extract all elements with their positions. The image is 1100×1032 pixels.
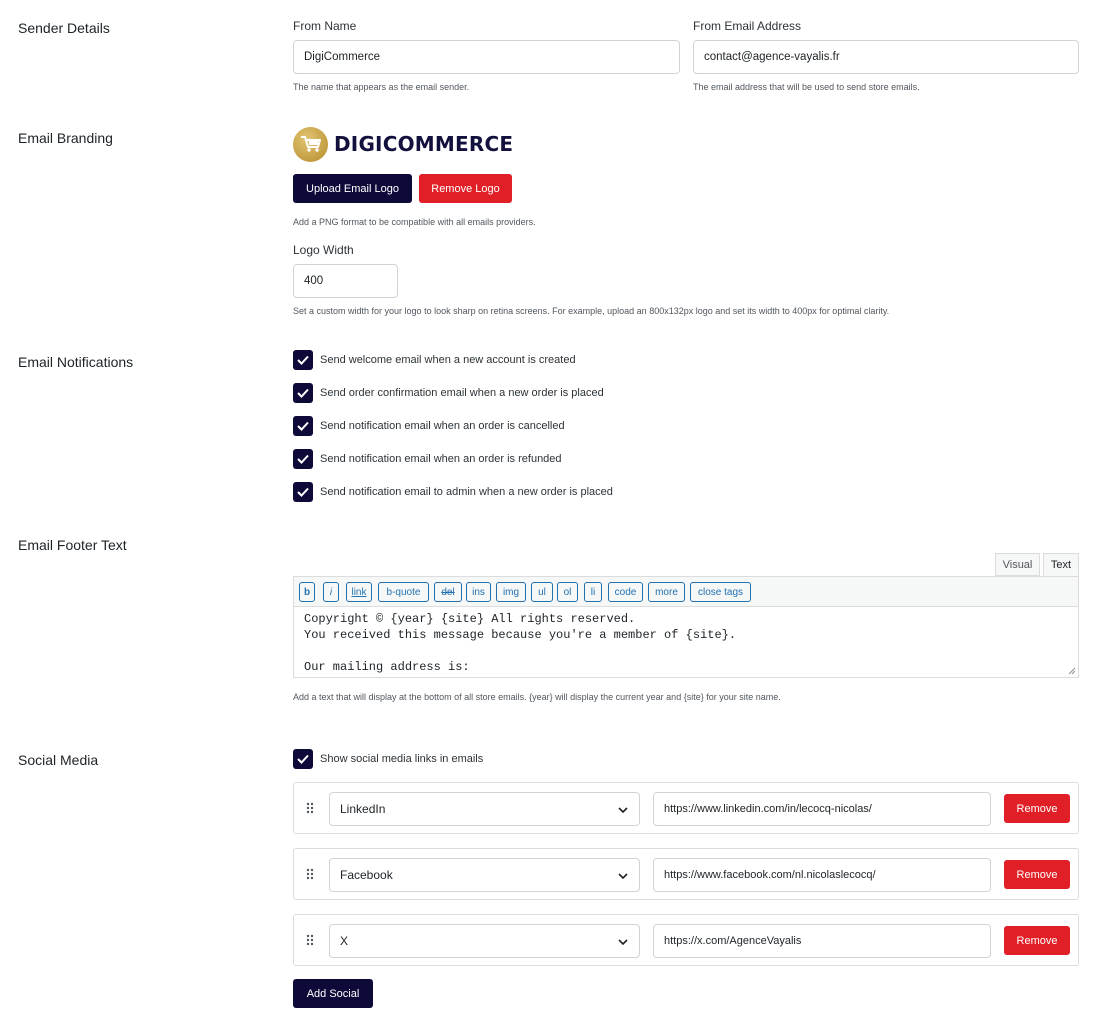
order-confirmation-checkbox[interactable] (293, 383, 313, 403)
drag-handle-icon[interactable] (306, 868, 314, 880)
from-name-help: The name that appears as the email sender. (293, 82, 470, 92)
section-title-sender: Sender Details (18, 20, 110, 36)
logo-width-label: Logo Width (293, 243, 354, 257)
show-social-label: Show social media links in emails (320, 753, 484, 765)
remove-social-button[interactable]: Remove (1004, 860, 1070, 889)
social-network-select[interactable] (329, 792, 640, 826)
order-cancelled-label: Send notification email when an order is cancelled (320, 420, 565, 432)
show-social-option (293, 749, 483, 769)
remove-logo-button[interactable]: Remove Logo (419, 174, 512, 203)
notification-option-admin-new-order (293, 482, 613, 502)
welcome-email-checkbox[interactable] (293, 350, 313, 370)
social-network-value: Facebook (340, 868, 393, 882)
chevron-down-icon (617, 936, 629, 948)
shopping-cart-icon (293, 127, 328, 162)
notification-option-cancelled (293, 416, 565, 436)
drag-handle-icon[interactable] (306, 802, 314, 814)
qt-italic-button[interactable]: i (323, 582, 339, 602)
qt-del-button[interactable]: del (434, 582, 462, 602)
order-cancelled-checkbox[interactable] (293, 416, 313, 436)
qt-ul-button[interactable]: ul (531, 582, 553, 602)
chevron-down-icon (617, 804, 629, 816)
section-title-notifications: Email Notifications (18, 354, 134, 370)
order-refunded-checkbox[interactable] (293, 449, 313, 469)
qt-bquote-button[interactable]: b-quote (378, 582, 429, 602)
social-url-input[interactable] (653, 924, 991, 958)
from-email-input[interactable] (693, 40, 1079, 74)
section-title-footer: Email Footer Text (18, 537, 127, 553)
section-title-branding: Email Branding (18, 130, 113, 146)
add-social-button[interactable]: Add Social (293, 979, 373, 1008)
editor-toolbar (294, 577, 1078, 607)
show-social-checkbox[interactable] (293, 749, 313, 769)
notification-option-refunded (293, 449, 562, 469)
notification-option-order-confirmation (293, 383, 604, 403)
qt-ol-button[interactable]: ol (557, 582, 578, 602)
logo-width-input[interactable] (293, 264, 398, 298)
notification-option-welcome (293, 350, 576, 370)
drag-handle-icon[interactable] (306, 934, 314, 946)
admin-new-order-checkbox[interactable] (293, 482, 313, 502)
chevron-down-icon (617, 870, 629, 882)
upload-logo-help: Add a PNG format to be compatible with all emails providers. (293, 217, 536, 227)
resize-grip-icon[interactable] (1068, 667, 1076, 675)
social-row (293, 848, 1079, 900)
qt-img-button[interactable]: img (496, 582, 526, 602)
social-url-input[interactable] (653, 792, 991, 826)
footer-textarea[interactable] (294, 607, 1078, 677)
from-name-label: From Name (293, 19, 357, 33)
section-title-social: Social Media (18, 752, 99, 768)
from-email-label: From Email Address (693, 19, 802, 33)
social-network-select[interactable] (329, 924, 640, 958)
social-network-select[interactable] (329, 858, 640, 892)
social-url-input[interactable] (653, 858, 991, 892)
qt-ins-button[interactable]: ins (466, 582, 491, 602)
tab-text[interactable]: Text (1043, 553, 1079, 576)
logo-wordmark: DIGICOMMERCE (334, 132, 514, 156)
remove-social-button[interactable]: Remove (1004, 794, 1070, 823)
qt-code-button[interactable]: code (608, 582, 643, 602)
from-name-input[interactable] (293, 40, 680, 74)
footer-text-editor (293, 576, 1079, 678)
order-refunded-label: Send notification email when an order is refunded (320, 453, 562, 465)
tab-visual[interactable]: Visual (995, 553, 1040, 576)
qt-link-button[interactable]: link (346, 582, 372, 602)
email-logo-preview (293, 126, 513, 162)
qt-close-tags-button[interactable]: close tags (690, 582, 751, 602)
logo-width-help: Set a custom width for your logo to look sharp on retina screens. For example, upload an 800x132px logo and set its width to 400px for optimal clarity. (293, 306, 890, 316)
qt-more-button[interactable]: more (648, 582, 685, 602)
welcome-email-label: Send welcome email when a new account is created (320, 354, 576, 366)
social-row (293, 914, 1079, 966)
admin-new-order-label: Send notification email to admin when a new order is placed (320, 486, 613, 498)
upload-email-logo-button[interactable]: Upload Email Logo (293, 174, 412, 203)
remove-social-button[interactable]: Remove (1004, 926, 1070, 955)
qt-bold-button[interactable]: b (299, 582, 315, 602)
social-network-value: X (340, 934, 349, 948)
from-email-help: The email address that will be used to send store emails. (693, 82, 920, 92)
footer-help: Add a text that will display at the bottom of all store emails. {year} will display the current year and {site} for your site name. (293, 692, 781, 702)
social-network-value: LinkedIn (340, 802, 386, 816)
social-row (293, 782, 1079, 834)
qt-li-button[interactable]: li (584, 582, 602, 602)
order-confirmation-label: Send order confirmation email when a new order is placed (320, 387, 604, 399)
